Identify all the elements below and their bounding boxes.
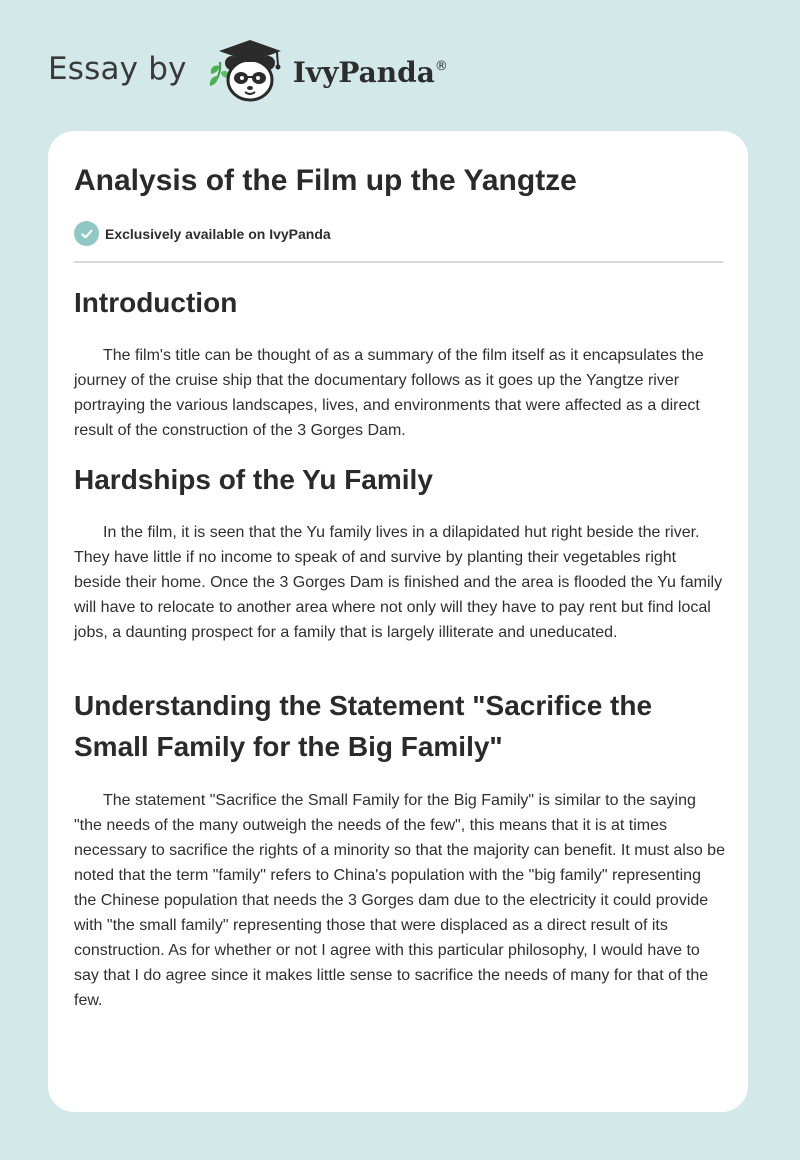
section-paragraph-introduction: The film's title can be thought of as a summary of the film itself as it encapsulates the journey of the cruise ship that the documentary follows as it goes up the Yangtze river portraying the various landscapes, lives, and environments that were affected as a direct result of the construction of the 3 Gorges Dam. bbox=[74, 347, 704, 439]
registered-mark: ® bbox=[434, 58, 448, 74]
section-heading-hardships: Hardships of the Yu Family bbox=[74, 464, 433, 495]
title-divider bbox=[74, 261, 723, 263]
section-heading-introduction: Introduction bbox=[74, 287, 238, 318]
panda-mascot-icon bbox=[201, 36, 293, 106]
section-paragraph-statement: The statement "Sacrifice the Small Family for the Big Family" is similar to the saying "the needs of the many outweigh the needs of the few", this means that it is at times necessary to sacrifice the rights of a minority so that the majority can benefit. It must also be noted that the term "family" refers to China's population with the "big family" representing the Chinese population that needs the 3 Gorges dam due to the electricity it could provide with "the small family" representing those that were displaced as a direct result of its construction. As for whether or not I agree with this particular philosophy, I would have to say that I do agree since it makes little sense to sacrifice the needs of many for that of the few. bbox=[74, 792, 725, 1009]
section-heading-statement: Understanding the Statement "Sacrifice the Small Family for the Big Family" bbox=[74, 690, 653, 762]
exclusive-badge bbox=[74, 221, 331, 246]
brand-logo[interactable] bbox=[48, 36, 448, 106]
brand-prefix: Essay by bbox=[48, 51, 187, 87]
section-paragraph-hardships: In the film, it is seen that the Yu family lives in a dilapidated hut right beside the river. They have little if no income to speak of and survive by planting their vegetables right beside their home. Once the 3 Gorges Dam is finished and the area is flooded the Yu family will have to relocate to another area where not only will they have to pay rent but find local jobs, a daunting prospect for a family that is largely illiterate and uneducated. bbox=[74, 524, 723, 641]
exclusive-badge-label: Exclusively available on IvyPanda bbox=[105, 225, 331, 242]
essay-card bbox=[48, 131, 748, 1112]
check-circle-icon bbox=[74, 221, 99, 246]
essay-title: Analysis of the Film up the Yangtze bbox=[74, 164, 577, 197]
brand-name: IvyPanda® bbox=[292, 55, 448, 89]
